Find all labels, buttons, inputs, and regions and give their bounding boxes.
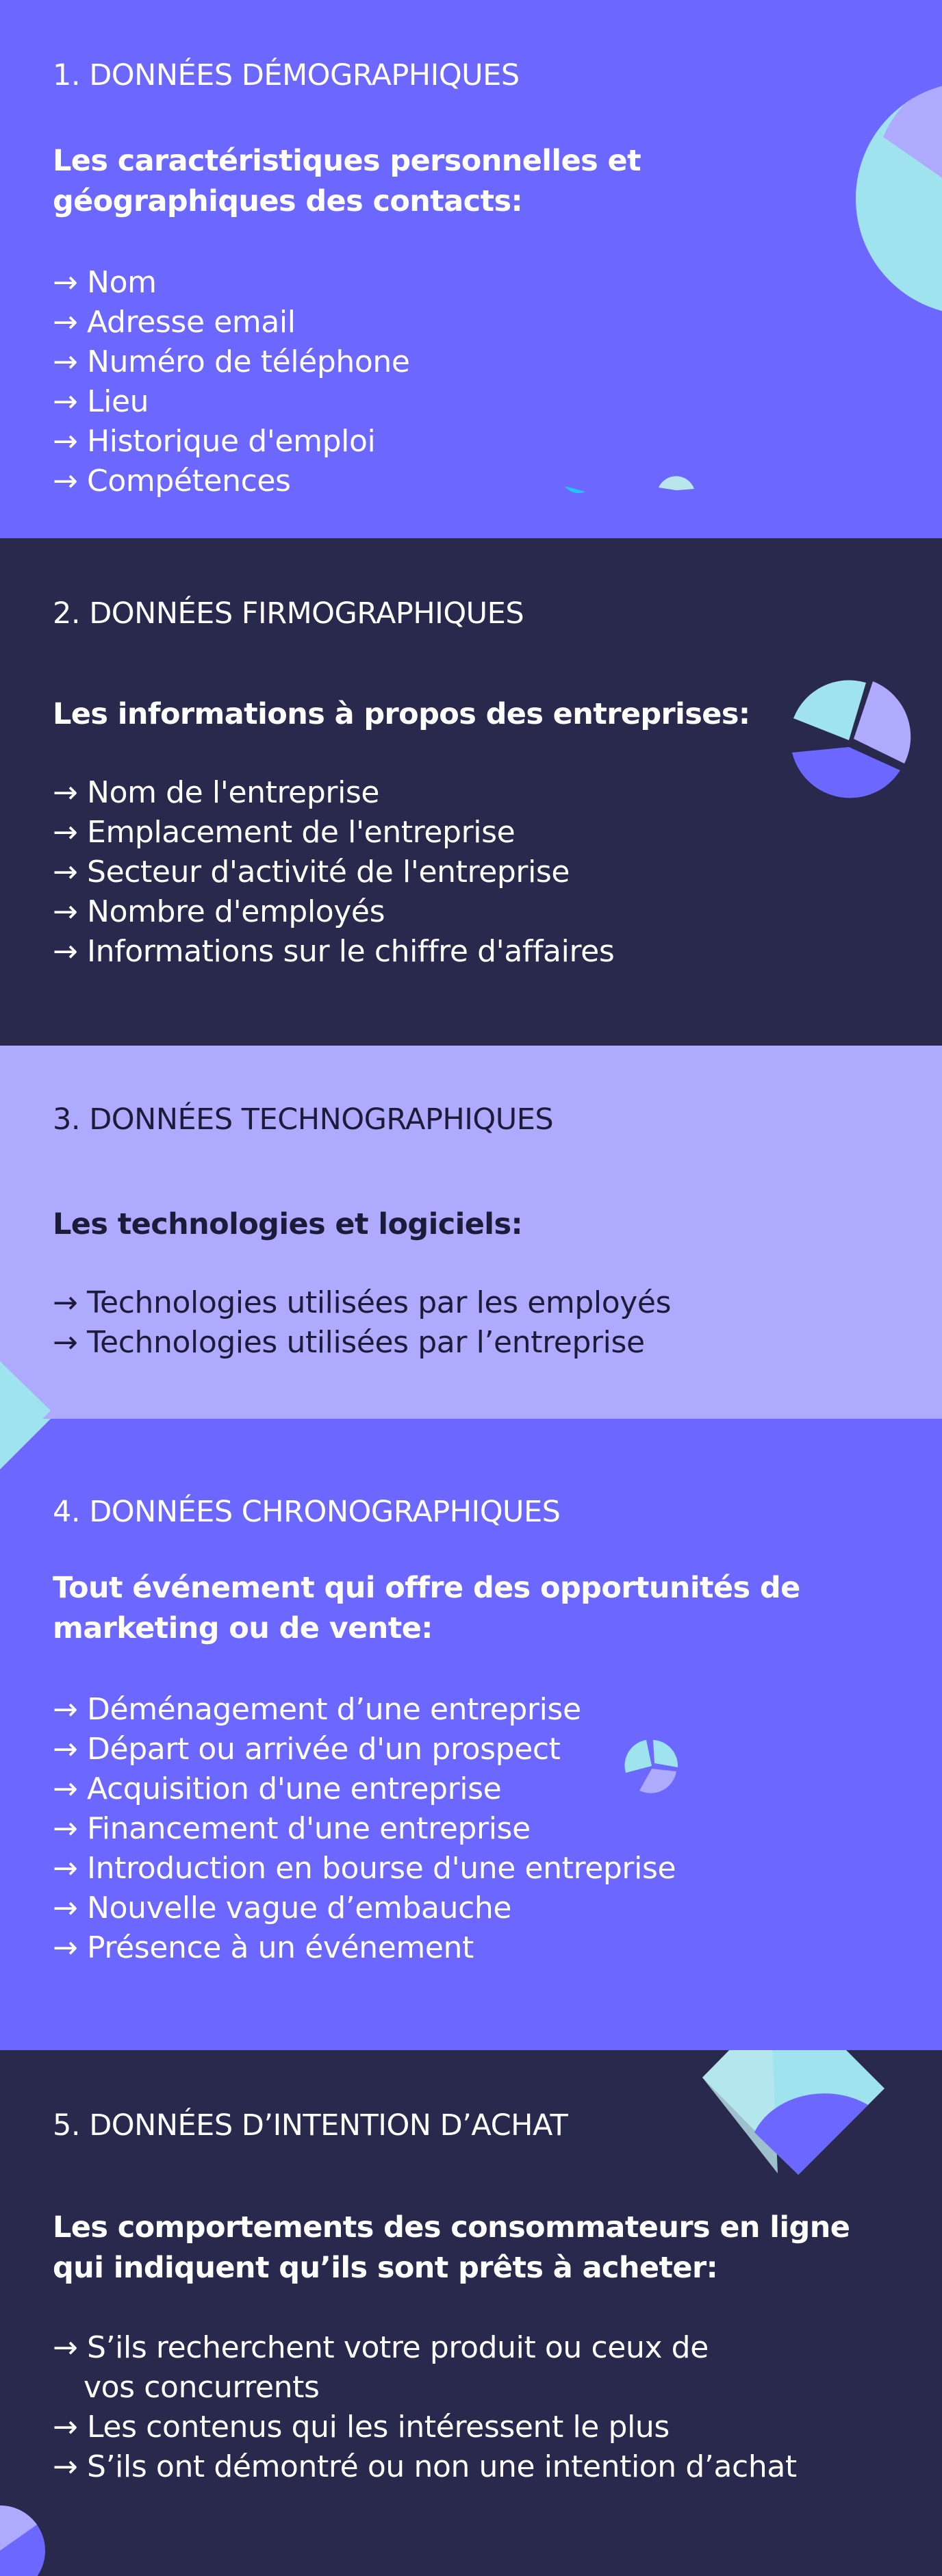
list-item: → Compétences	[53, 464, 291, 498]
list-item: → S’ils ont démontré ou non une intention d’achat	[53, 2449, 797, 2484]
section-title: 3. DONNÉES TECHNOGRAPHIQUES	[53, 1102, 554, 1137]
list-item: → Les contenus qui les intéressent le plus	[53, 2410, 670, 2445]
section-technographic	[0, 1046, 942, 1419]
list-item: → Nom	[53, 265, 157, 300]
list-item: → Adresse email	[53, 305, 296, 340]
list-item: → Historique d'emploi	[53, 424, 376, 459]
section-chronographic	[0, 1419, 942, 2050]
section-subtitle: Les technologies et logiciels:	[53, 1207, 523, 1241]
diamond-shape	[0, 1419, 55, 1474]
item-list	[53, 2328, 942, 2487]
list-item: → Numéro de téléphone	[53, 344, 410, 379]
section-subtitle: Les caractéristiques personnelles et géographiques des contacts:	[53, 144, 641, 218]
list-item: → Secteur d'activité de l'entreprise	[53, 855, 570, 889]
list-item: → Emplacement de l'entreprise	[53, 815, 515, 850]
list-item: → Technologies utilisées par les employés	[53, 1285, 672, 1320]
list-item: → Présence à un événement	[53, 1930, 474, 1965]
section-title: 1. DONNÉES DÉMOGRAPHIQUES	[53, 58, 520, 92]
pie-chart-icon	[0, 2478, 48, 2576]
list-item: → S’ils recherchent votre produit ou ceux de	[53, 2330, 709, 2365]
section-demographic	[0, 0, 942, 538]
list-item: → Informations sur le chiffre d'affaires	[53, 934, 615, 969]
list-item: → Nombre d'employés	[53, 894, 385, 929]
list-item: → Introduction en bourse d'une entreprise	[53, 1851, 676, 1886]
list-item: → Financement d'une entreprise	[53, 1811, 531, 1846]
list-item: → Déménagement d’une entreprise	[53, 1692, 581, 1727]
list-item: → Technologies utilisées par l’entreprise	[53, 1325, 645, 1360]
section-title: 2. DONNÉES FIRMOGRAPHIQUES	[53, 596, 524, 631]
list-item: → Lieu	[53, 384, 149, 419]
list-item: → Nouvelle vague d’embauche	[53, 1891, 512, 1925]
section-title: 5. DONNÉES D’INTENTION D’ACHAT	[53, 2108, 568, 2143]
list-item: → Nom de l'entreprise	[53, 775, 380, 810]
item-list	[53, 263, 942, 501]
section-title: 4. DONNÉES CHRONOGRAPHIQUES	[53, 1495, 561, 1529]
list-item: → Départ ou arrivée d'un prospect	[53, 1732, 561, 1767]
item-list	[53, 1690, 942, 1968]
list-item: vos concurrents	[84, 2370, 320, 2405]
section-subtitle: Les comportements des consommateurs en ligne qui indiquent qu’ils sont prêts à acheter:	[53, 2210, 850, 2285]
diamond-shape	[0, 1357, 55, 1419]
item-list	[53, 1283, 942, 1363]
item-list	[53, 773, 942, 972]
list-item: → Acquisition d'une entreprise	[53, 1771, 502, 1806]
section-subtitle: Les informations à propos des entreprises:	[53, 697, 750, 731]
section-firmographic	[0, 538, 942, 1046]
section-subtitle: Tout événement qui offre des opportunités de marketing ou de vente:	[53, 1571, 800, 1645]
section-purchase-intent	[0, 2050, 942, 2576]
